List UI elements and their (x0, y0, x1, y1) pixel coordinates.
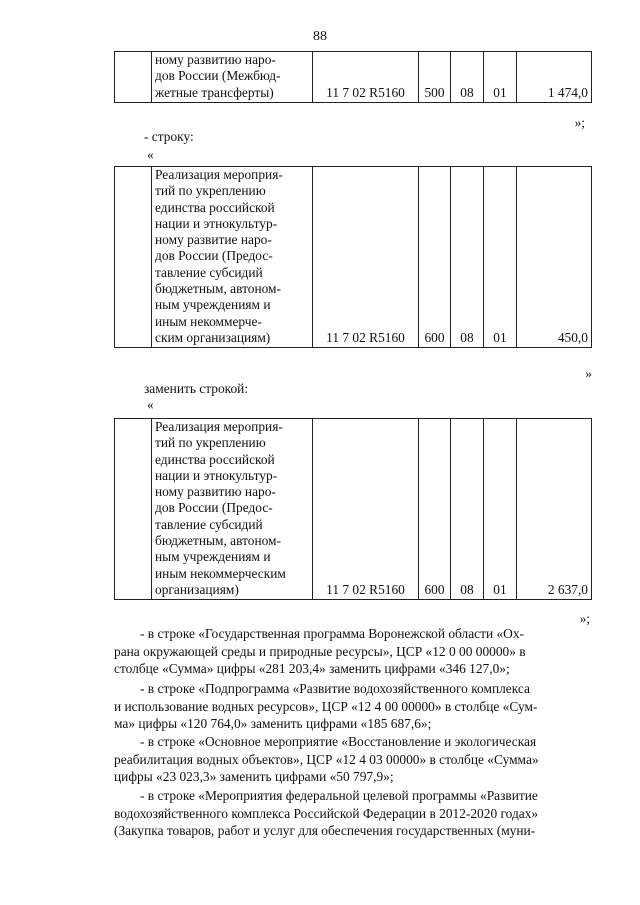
row-name-line: ным учреждениям и (155, 297, 271, 313)
budget-table-new-row (114, 418, 592, 600)
row-name-line: дов России (Предос- (155, 500, 273, 516)
row-name-line: Реализация мероприя- (155, 167, 283, 182)
closing-quote: » (585, 366, 592, 381)
table-row (115, 167, 592, 348)
paragraph-line: рана окружающей среды и природные ресурсы», ЦСР «12 0 00 00000» в (114, 643, 526, 659)
row-name-line: тий по укреплению (155, 435, 266, 451)
amendment-paragraph (114, 787, 592, 840)
amendment-paragraph (114, 733, 592, 786)
paragraph-line: - в строке «Основное мероприятие «Восстановление и экологическая (140, 734, 537, 749)
row-name-line: дов России (Предос- (155, 248, 273, 264)
sum-cell: 1 474,0 (517, 52, 592, 103)
empty-cell (115, 52, 152, 103)
paragraph-line: - в строке «Подпрограмма «Развитие водохозяйственного комплекса (140, 681, 530, 696)
row-name-line: ским организациям) (155, 329, 271, 345)
pr-code-cell: 01 (484, 419, 517, 600)
row-name-cell (152, 167, 313, 348)
rz-code-cell: 08 (451, 419, 484, 600)
sum-cell: 2 637,0 (517, 419, 592, 600)
row-name-line: нации и этнокультур- (155, 467, 278, 483)
row-name-line: иным некоммерче- (155, 313, 262, 329)
paragraph-line: - в строке «Мероприятия федеральной целевой программы «Развитие (140, 788, 538, 803)
row-name-line: нации и этнокультур- (155, 215, 278, 231)
row-name-line: тавление субсидий (155, 264, 263, 280)
csr-code-cell: 11 7 02 R5160 (313, 52, 419, 103)
amendment-paragraph (114, 625, 592, 678)
paragraph-line: - в строке «Государственная программа Воронежской области «Ох- (140, 626, 524, 641)
closing-quote: »; (579, 611, 590, 626)
opening-quote: « (147, 147, 154, 162)
budget-table-fragment-top (114, 51, 592, 103)
row-name-line: жетные трансферты) (155, 84, 274, 100)
csr-code-cell: 11 7 02 R5160 (313, 167, 419, 348)
row-name-line: бюджетным, автоном- (155, 281, 281, 297)
row-name-cell (152, 52, 313, 103)
table-row (115, 52, 592, 103)
empty-cell (115, 167, 152, 348)
row-name-line: единства российской (155, 199, 275, 215)
vr-code-cell: 600 (419, 419, 451, 600)
row-name-line: тий по укреплению (155, 183, 266, 199)
row-name-line: тавление субсидий (155, 516, 263, 532)
instruction-label: заменить строкой: (144, 381, 249, 396)
pr-code-cell: 01 (484, 167, 517, 348)
closing-quote: »; (574, 115, 585, 130)
row-name-line: иным некоммерческим (155, 565, 286, 581)
paragraph-line: (Закупка товаров, работ и услуг для обеспечения государственных (муни- (114, 823, 536, 839)
row-name-cell (152, 419, 313, 600)
budget-table-old-row (114, 166, 592, 348)
row-name-line: ному развитие наро- (155, 232, 272, 248)
row-name-line: дов России (Межбюд- (155, 68, 281, 84)
paragraph-line: цифры «23 023,3» заменить цифрами «50 797,9»; (114, 769, 394, 785)
page-number: 88 (313, 29, 327, 44)
paragraph-line: и использование водных ресурсов», ЦСР «12 4 00 00000» в столбце «Сум- (114, 698, 538, 714)
row-name-line: организациям) (155, 581, 239, 597)
sum-cell: 450,0 (517, 167, 592, 348)
row-name-line: единства российской (155, 451, 275, 467)
paragraph-line: реабилитация водных объектов», ЦСР «12 4 03 00000» в столбце «Сумма» (114, 751, 539, 767)
vr-code-cell: 500 (419, 52, 451, 103)
table-row (115, 419, 592, 600)
row-name-line: ным учреждениям и (155, 549, 271, 565)
paragraph-line: ма» цифры «120 764,0» заменить цифрами «185 687,6»; (114, 716, 432, 732)
row-name-line: Реализация мероприя- (155, 419, 283, 434)
paragraph-line: водохозяйственного комплекса Российской Федерации в 2012-2020 годах» (114, 805, 539, 821)
row-name-line: бюджетным, автоном- (155, 533, 281, 549)
row-name-line: ному развитию наро- (155, 52, 276, 67)
rz-code-cell: 08 (451, 167, 484, 348)
pr-code-cell: 01 (484, 52, 517, 103)
amendment-paragraph (114, 680, 592, 733)
vr-code-cell: 600 (419, 167, 451, 348)
instruction-label: - строку: (144, 129, 194, 144)
rz-code-cell: 08 (451, 52, 484, 103)
empty-cell (115, 419, 152, 600)
csr-code-cell: 11 7 02 R5160 (313, 419, 419, 600)
row-name-line: ному развитию наро- (155, 484, 276, 500)
opening-quote: « (147, 397, 154, 412)
paragraph-line: столбце «Сумма» цифры «281 203,4» заменить цифрами «346 127,0»; (114, 661, 510, 677)
